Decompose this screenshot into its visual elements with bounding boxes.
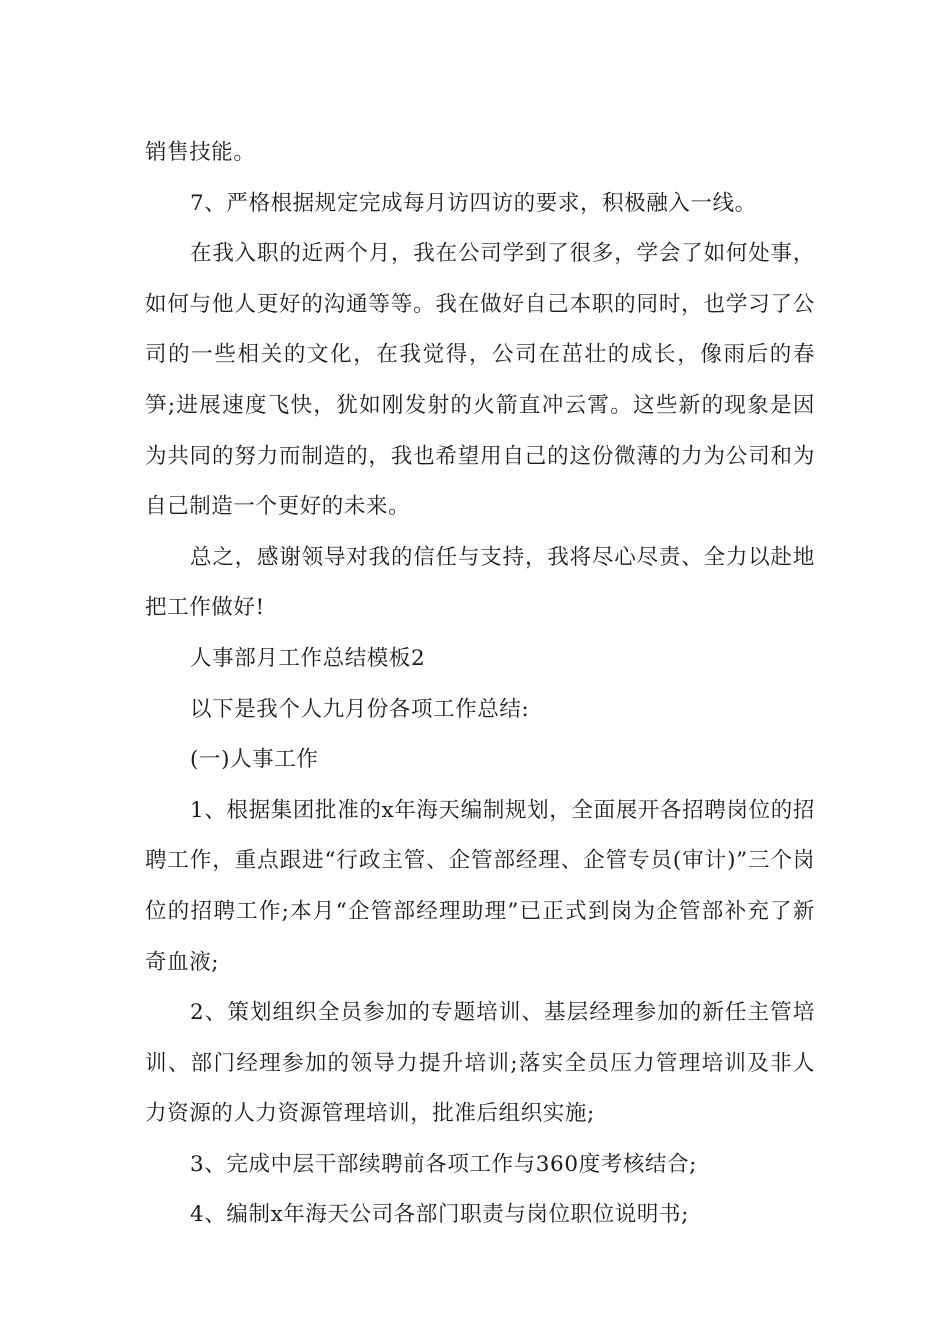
paragraph-item-3: 3、完成中层干部续聘前各项工作与360度考核结合;: [190, 1151, 697, 1177]
document-body: [145, 128, 815, 1241]
paragraph-conclusion: 总之，感谢领导对我的信任与支持，我将尽心尽责、全力以赴地把工作做好!: [145, 544, 815, 621]
paragraph-item-4: 4、编制x年海天公司各部门职责与岗位职位说明书;: [190, 1202, 689, 1228]
section-title: 人事部月工作总结模板2: [190, 645, 426, 671]
paragraph-reflection: 在我入职的近两个月，我在公司学到了很多，学会了如何处事，如何与他人更好的沟通等等。我在做好自己本职的同时，也学习了公司的一些相关的文化，在我觉得，公司在茁壮的成长，像雨后的春笋;进展速度飞快，犹如刚发射的火箭直冲云霄。这些新的现象是因为共同的努力而制造的，我也希望用自己的这份微薄的力为公司和为自己制造一个更好的未来。: [145, 241, 815, 520]
subsection-title: (一)人事工作: [190, 747, 319, 773]
paragraph-continuation: 销售技能。: [145, 140, 256, 165]
paragraph-item-7: 7、严格根据规定完成每月访四访的要求，积极融入一线。: [190, 190, 757, 216]
paragraph-item-2: 2、策划组织全员参加的专题培训、基层经理参加的新任主管培训、部门经理参加的领导力提升培训;落实全员压力管理培训及非人力资源的人力资源管理培训，批准后组织实施;: [145, 1000, 815, 1127]
paragraph-intro: 以下是我个人九月份各项工作总结:: [190, 696, 530, 722]
paragraph-item-1: 1、根据集团批准的x年海天编制规划，全面展开各招聘岗位的招聘工作，重点跟进“行政主管、企管部经理、企管专员(审计)”三个岗位的招聘工作;本月“企管部经理助理”已正式到岗为企管部补充了新奇血液;: [145, 797, 815, 975]
